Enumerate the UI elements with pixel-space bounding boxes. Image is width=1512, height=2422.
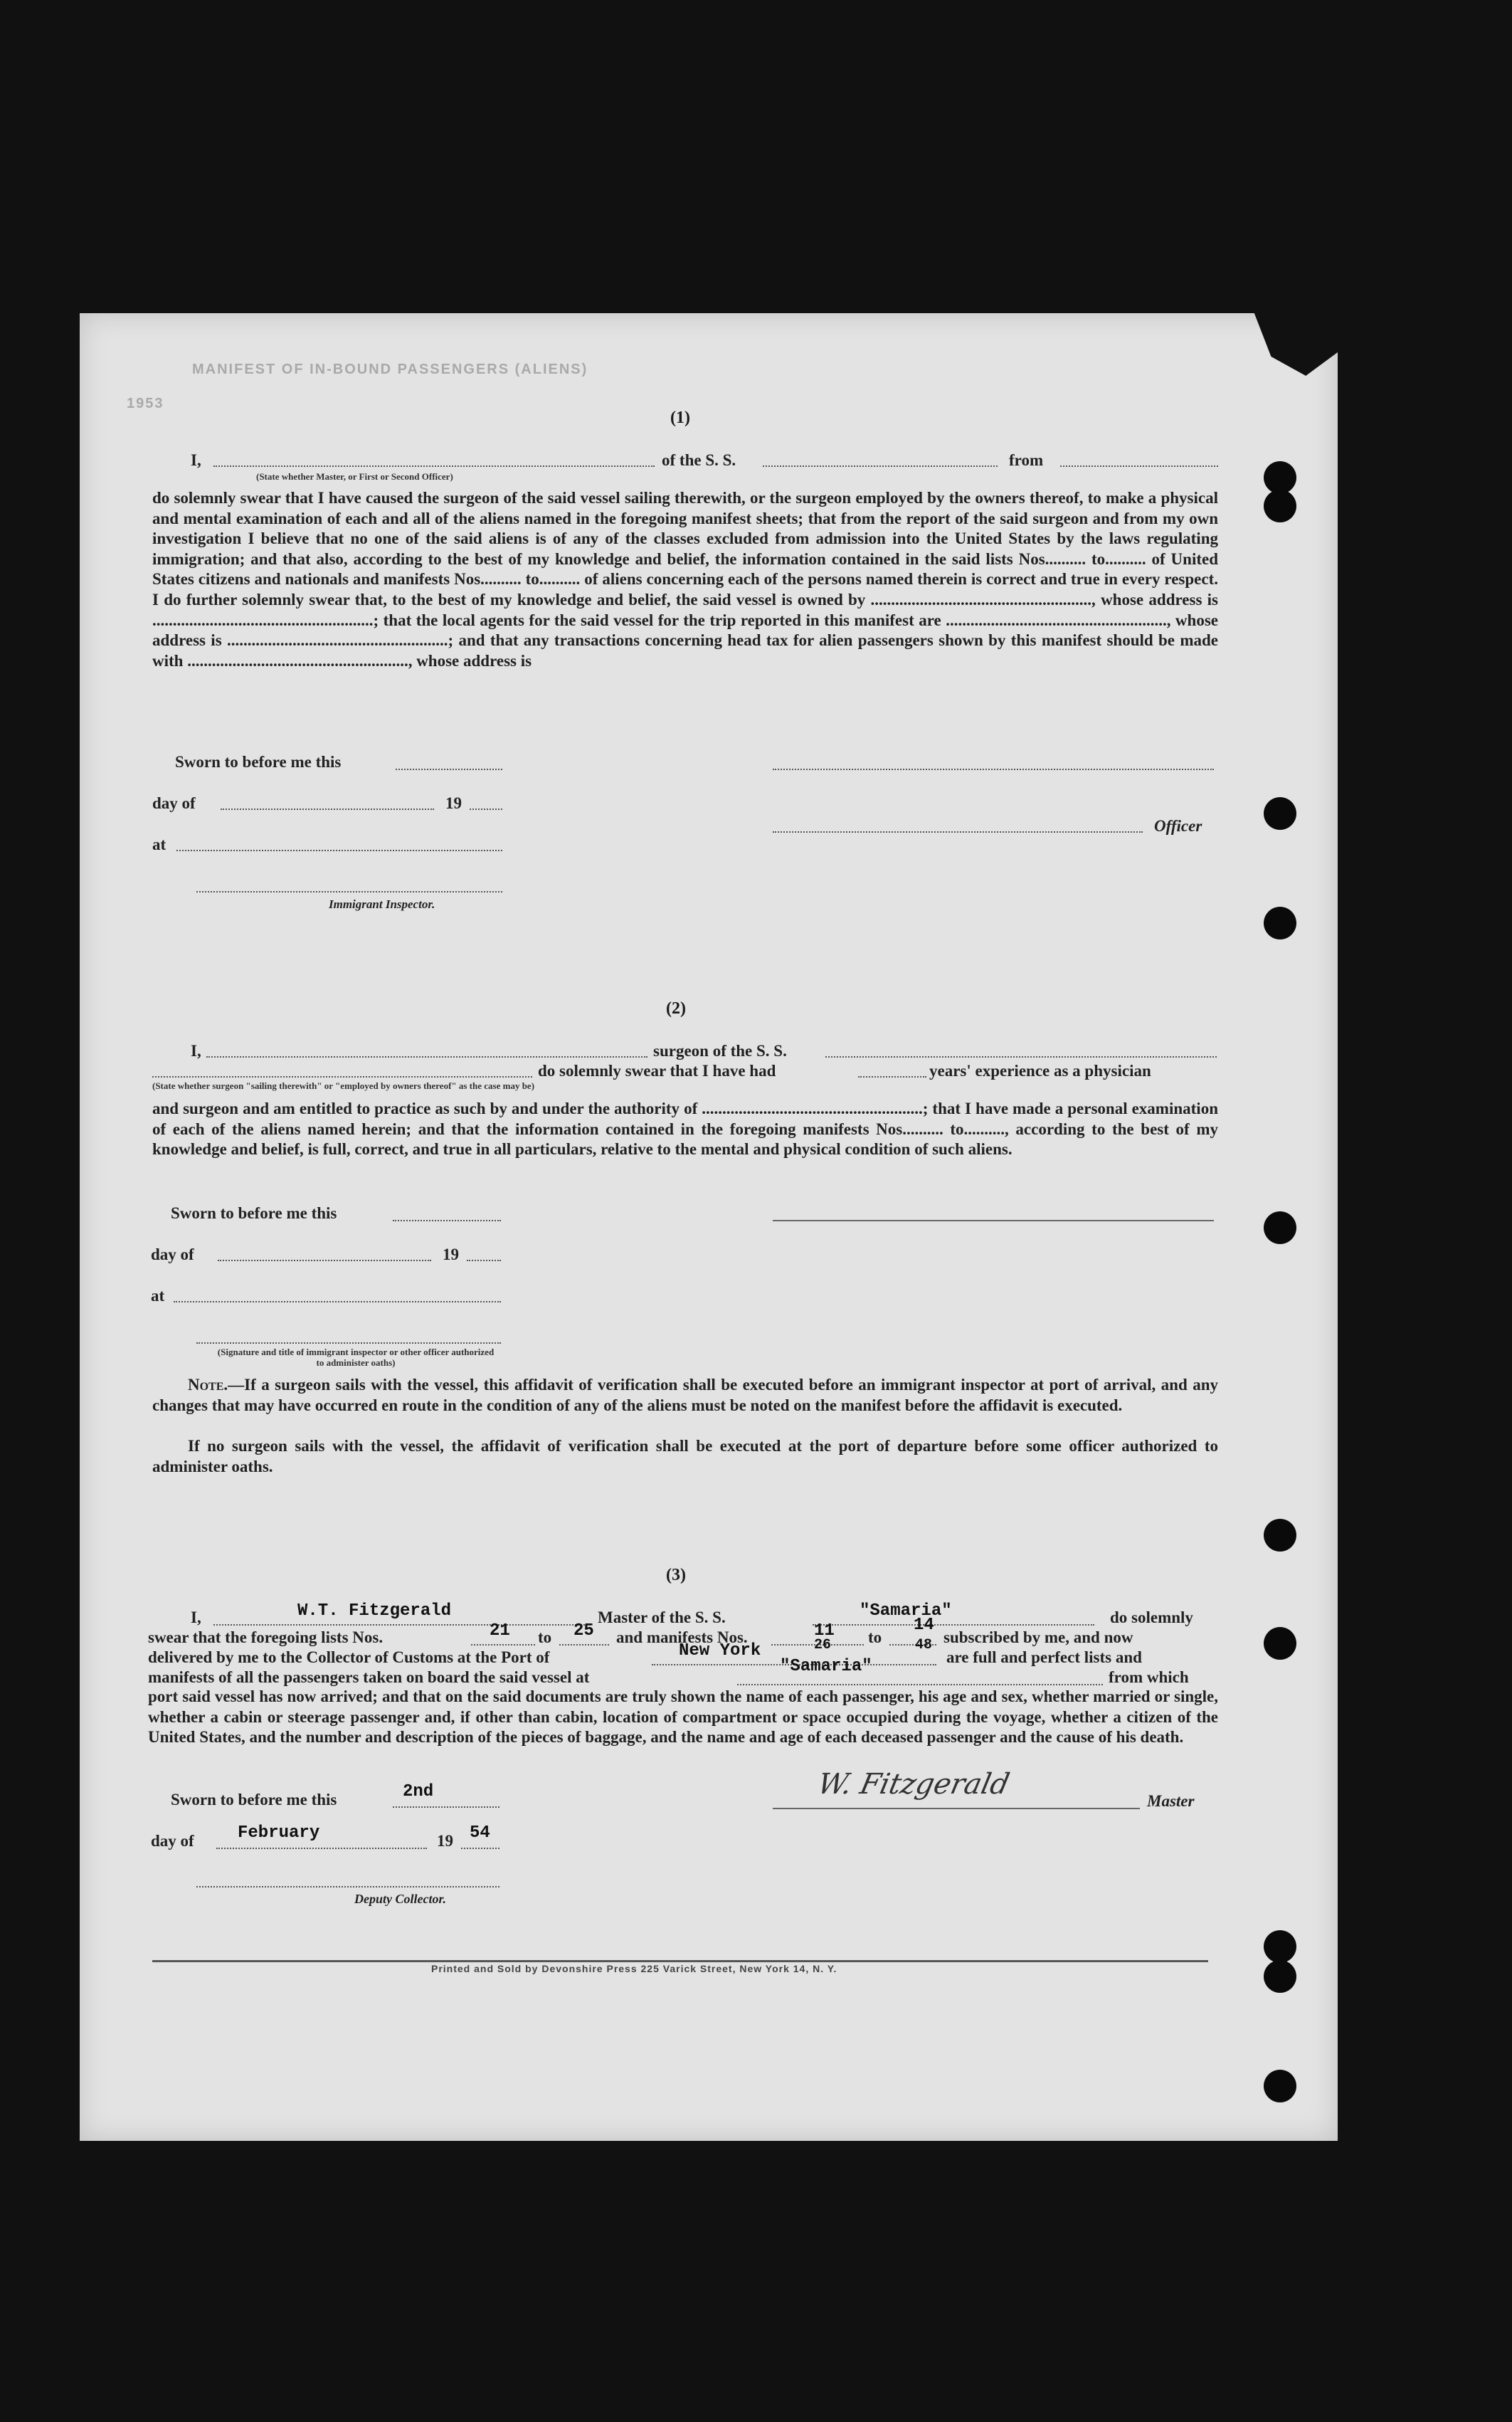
section-2-number: (2)	[666, 999, 686, 1018]
s2-years-field	[858, 1076, 926, 1078]
s1-day-of: day of	[152, 794, 196, 812]
s1-sworn: Sworn to before me this	[175, 753, 342, 771]
s3-deputy-label: Deputy Collector.	[354, 1892, 446, 1906]
s3-to-1: to	[538, 1628, 552, 1646]
s3-year-prefix: 19	[437, 1832, 453, 1850]
s3-line2c: subscribed by me, and now	[943, 1628, 1133, 1646]
s3-man-from: 11	[814, 1621, 835, 1641]
s3-month: February	[238, 1823, 320, 1843]
s2-year: 19	[443, 1246, 459, 1263]
s3-line3a: delivered by me to the Collector of Customs at the Port of	[148, 1648, 550, 1666]
s3-line3b: are full and perfect lists and	[946, 1648, 1142, 1666]
printer-credit: Printed and Sold by Devonshire Press 225 Varick Street, New York 14, N. Y.	[431, 1963, 837, 1974]
punch-hole	[1264, 1627, 1296, 1660]
s1-at: at	[152, 836, 166, 853]
punch-hole	[1264, 490, 1296, 522]
s3-line2b: and manifests Nos.	[616, 1628, 748, 1646]
s3-year-field	[461, 1848, 499, 1849]
s3-ship2: "Samaria"	[780, 1657, 872, 1676]
s1-state-note: (State whether Master, or First or Second Officer)	[256, 471, 453, 482]
s3-paragraph: port said vessel has now arrived; and that on the said documents are truly shown the name of each passenger, his age and sex, whether married or single, whether a cabin or steerage passenger and, if other than cabin, location of compartment or space occupied during the voyage, whether a citizen of the United States, and the number and description of the pieces of baggage, and the name and age of each deceased passenger and the cause of his death.	[148, 1687, 1218, 1747]
s3-year-suffix: 54	[470, 1823, 490, 1843]
s2-note-text: —If a surgeon sails with the vessel, this affidavit of verification shall be executed before an immigrant inspector at port of arrival, and any changes that may have occurred en route in the condition of any of the aliens must be noted on the manifest before the affidavit is executed.	[152, 1376, 1218, 1414]
s3-sworn-field	[393, 1806, 499, 1808]
s1-from-field	[1060, 465, 1218, 467]
s2-years: years' experience as a physician	[929, 1062, 1151, 1080]
s2-note2: If no surgeon sails with the vessel, the affidavit of verification shall be executed at the port of departure before some officer authorized to administer oaths.	[152, 1437, 1218, 1475]
s3-line2a: swear that the foregoing lists Nos.	[148, 1628, 384, 1646]
s1-sworn-field	[396, 769, 502, 770]
s3-ship: "Samaria"	[860, 1601, 952, 1621]
s2-paragraph: and surgeon and am entitled to practice as such by and under the authority of ......................................................; that I have made a personal examination of each of the aliens named herein; and that the information contained in the foregoing manifests Nos.......... to.........., according to the best of my knowledge and belief, is full, correct, and true in all particulars, relative to the mental and physical condition of such aliens.	[152, 1100, 1218, 1159]
s1-i-label: I,	[191, 451, 201, 469]
s2-officer-field	[196, 1342, 501, 1344]
s2-note-label: Note.	[188, 1376, 228, 1394]
s3-signature-line	[773, 1808, 1140, 1809]
s3-to-2: to	[868, 1628, 882, 1646]
s2-sworn: Sworn to before me this	[171, 1204, 337, 1222]
s1-officer-field	[213, 465, 655, 467]
s3-lists-from: 21	[490, 1621, 510, 1641]
s2-signature-field	[773, 1220, 1214, 1221]
s2-state-note: (State whether surgeon "sailing therewith" or "employed by owners thereof" as the case may be)	[152, 1080, 535, 1091]
s1-year: 19	[445, 794, 462, 812]
s3-line4a: manifests of all the passengers taken on board the said vessel at	[148, 1668, 590, 1686]
s1-at-field	[176, 850, 502, 851]
punch-hole	[1264, 907, 1296, 939]
s3-lists-to-field	[559, 1644, 609, 1646]
s3-line4b: from which	[1109, 1668, 1189, 1686]
s2-note	[152, 1375, 1218, 1416]
s3-port-departure-field	[737, 1684, 1103, 1685]
s2-surgeon: surgeon of the S. S.	[653, 1042, 787, 1060]
s2-at: at	[151, 1287, 165, 1305]
s1-signature-field	[773, 769, 1214, 770]
s3-day-of: day of	[151, 1832, 194, 1850]
s2-sailing-field	[152, 1076, 532, 1078]
s1-officer-label: Officer	[1154, 817, 1202, 835]
s3-n48: 48	[915, 1637, 933, 1653]
s2-at-field	[174, 1301, 501, 1302]
s2-swear: do solemnly swear that I have had	[538, 1062, 776, 1080]
s1-paragraph: do solemnly swear that I have caused the surgeon of the said vessel sailing therewith, or the surgeon employed by the owners thereof, to make a physical and mental examination of each and all of the aliens named in the foregoing manifest sheets; that from the report of the said surgeon and from my own investigation I believe that no one of the said aliens is of any of the classes excluded from admission into the United States by the laws regulating immigration; and that also, according to the best of my knowledge and belief, the information contained in the said lists Nos.......... to.......... of United States citizens and nationals and manifests Nos.......... to.......... of aliens concerning each of the persons named therein is correct and true in every respect. I do further solemnly swear that, to the best of my knowledge and belief, the said vessel is owned by ......................................................, whose address is ......................................................; that the local agents for the said vessel for the trip reported in this manifest are ......................................................, whose address is ......................................................; and that any transactions concerning head tax for alien passengers shown by this manifest should be made with ......................................................, whose address is	[152, 489, 1218, 670]
punch-hole	[1264, 797, 1296, 830]
s1-inspector-label: Immigrant Inspector.	[329, 897, 435, 911]
s2-ship-field	[825, 1056, 1217, 1058]
ghost-header-title: MANIFEST OF IN-BOUND PASSENGERS (ALIENS)	[192, 362, 588, 377]
s1-of-ss: of the S. S.	[662, 451, 736, 469]
s2-day-of: day of	[151, 1246, 194, 1263]
s3-master-of: Master of the S. S.	[598, 1608, 726, 1626]
punch-hole	[1264, 1519, 1296, 1552]
s3-n26: 26	[814, 1637, 832, 1653]
punch-hole	[1264, 1960, 1296, 1993]
s3-lists-from-field	[471, 1644, 535, 1646]
s3-master-label: Master	[1147, 1792, 1195, 1810]
s2-day-field	[218, 1260, 431, 1261]
s1-inspector-field	[196, 891, 502, 893]
s3-master-signature: W. Fitzgerald	[815, 1768, 1013, 1801]
s3-sworn-day: 2nd	[403, 1782, 434, 1801]
s2-year-field	[467, 1260, 501, 1261]
punch-hole	[1264, 1211, 1296, 1244]
s2-name-field	[206, 1056, 647, 1058]
s3-sworn: Sworn to before me this	[171, 1791, 337, 1808]
s2-sig-note: (Signature and title of immigrant inspector or other officer authorized to administer oaths)	[217, 1347, 495, 1368]
s2-i-label: I,	[191, 1042, 201, 1060]
s3-port: New York	[679, 1641, 761, 1660]
punch-hole	[1264, 2070, 1296, 2102]
s3-man-to: 14	[914, 1616, 934, 1635]
s1-ship-field	[763, 465, 998, 467]
s1-year-field	[470, 809, 502, 810]
s2-sworn-field	[393, 1220, 501, 1221]
s3-deputy-field	[196, 1886, 499, 1887]
s3-master-name: W.T. Fitzgerald	[297, 1601, 452, 1621]
s1-day-field	[221, 809, 434, 810]
section-3-number: (3)	[666, 1566, 686, 1584]
ghost-header-year: 1953	[127, 396, 164, 411]
s1-from: from	[1009, 451, 1044, 469]
section-1-number: (1)	[670, 409, 690, 427]
punch-hole	[1264, 1930, 1296, 1963]
s3-solemnly: do solemnly	[1110, 1608, 1193, 1626]
s1-officer-sig-field	[773, 831, 1143, 833]
s3-i-label: I,	[191, 1608, 201, 1626]
s3-lists-to: 25	[573, 1621, 594, 1641]
s3-month-field	[216, 1848, 427, 1849]
footer-rule	[152, 1960, 1208, 1962]
s3-master-field	[213, 1624, 591, 1626]
s3-ship-field	[813, 1624, 1094, 1626]
